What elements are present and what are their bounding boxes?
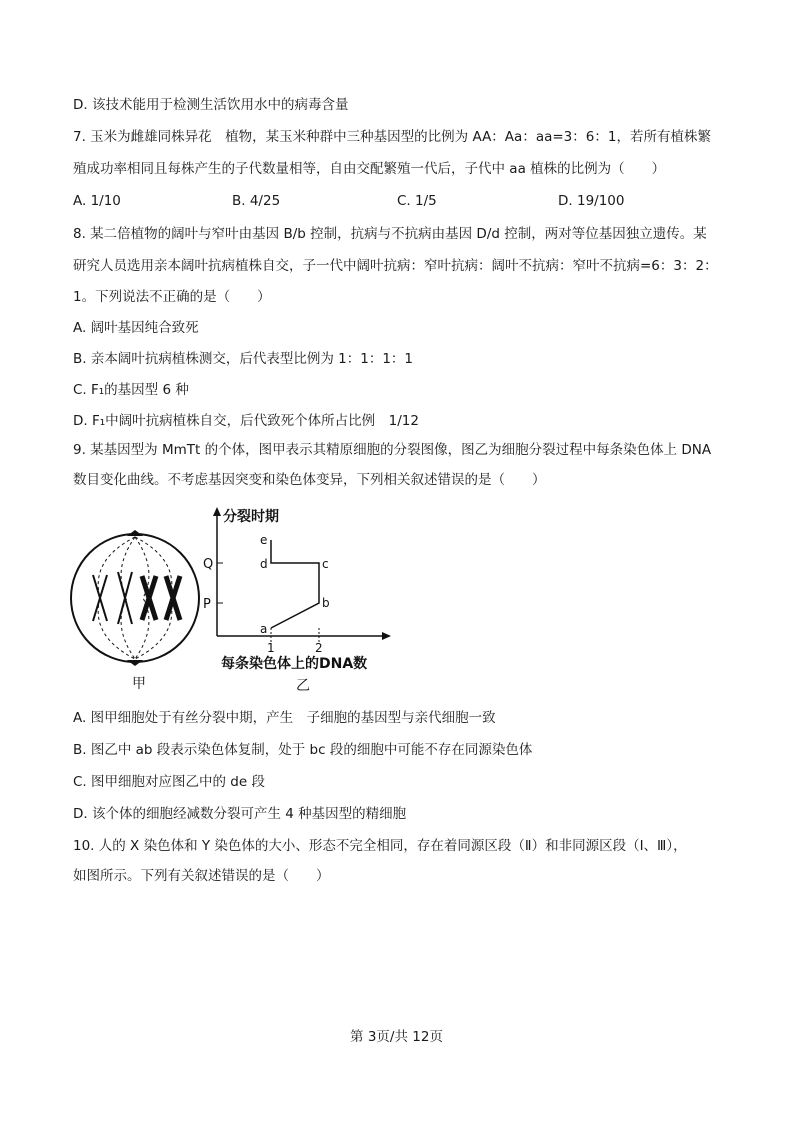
point-c: c [322, 557, 329, 571]
page-footer: 第 3页/共 12页 [350, 1029, 443, 1045]
figure-yi-label: 乙 [296, 678, 310, 694]
q7-option-b: B. 4/25 [232, 193, 281, 209]
q7-stem-line2: 殖成功率相同且每株产生的子代数量相等，自由交配繁殖一代后，子代中 aa 植株的比例为（ ） [73, 161, 666, 177]
point-e: e [260, 533, 268, 547]
q8-stem-line2: 研究人员选用亲本阔叶抗病植株自交，子一代中阔叶抗病：窄叶抗病：阔叶不抗病：窄叶不抗病=6：3：2： [73, 258, 718, 274]
q9-option-d: D. 该个体的细胞经减数分裂可产生 4 种基因型的精细胞 [73, 806, 407, 822]
q8-stem-line1: 8. 某二倍植物的阔叶与窄叶由基因 B/b 控制，抗病与不抗病由基因 D/d 控制，两对等位基因独立遗传。某 [73, 226, 707, 242]
q9-option-a: A. 图甲细胞处于有丝分裂中期，产生 子细胞的基因型与亲代细胞一致 [73, 710, 496, 726]
x-tick-2: 2 [315, 641, 323, 655]
q8-option-d: D. F₁中阔叶抗病植株自交，后代致死个体所占比例 1/12 [73, 413, 419, 429]
q8-option-c: C. F₁的基因型 6 种 [73, 382, 189, 398]
x-tick-1: 1 [267, 641, 275, 655]
q7-option-d: D. 19/100 [558, 193, 625, 209]
q9-stem-line2: 数目变化曲线。不考虑基因突变和染色体变异，下列相关叙述错误的是（ ） [73, 472, 546, 488]
q9-stem-line1: 9. 某基因型为 MmTt 的个体，图甲表示其精原细胞的分裂图像，图乙为细胞分裂过程中每条染色体上 DNA [73, 442, 712, 458]
q7-option-a: A. 1/10 [73, 193, 121, 209]
figure-jia-label: 甲 [132, 676, 146, 692]
dna-curve [271, 540, 319, 628]
q7-option-c: C. 1/5 [397, 193, 437, 209]
chart-yi [203, 507, 391, 694]
q10-stem-line2: 如图所示。下列有关叙述错误的是（ ） [73, 868, 330, 884]
q7-stem-line1: 7. 玉米为雌雄同株异花 植物，某玉米种群中三种基因型的比例为 AA：Aa：aa=3：6：1，若所有植株繁 [73, 129, 711, 145]
x-axis-arrow-icon [382, 632, 391, 640]
y-tick-P: P [203, 597, 211, 612]
point-a: a [260, 622, 268, 636]
q8-stem-line3: 1。下列说法不正确的是（ ） [73, 289, 271, 305]
q10-stem-line1: 10. 人的 X 染色体和 Y 染色体的大小、形态不完全相同，存在着同源区段（Ⅱ）和非同源区段（Ⅰ、Ⅲ）， [73, 838, 687, 854]
cell-diagram-jia [71, 530, 199, 692]
point-d: d [260, 557, 268, 571]
q8-option-a: A. 阔叶基因纯合致死 [73, 320, 199, 336]
q9-figure [60, 500, 400, 700]
y-axis-title: 分裂时期 [223, 509, 279, 525]
q8-option-b: B. 亲本阔叶抗病植株测交，后代表型比例为 1：1：1：1 [73, 351, 413, 367]
q9-option-c: C. 图甲细胞对应图乙中的 de 段 [73, 774, 265, 790]
q9-option-b: B. 图乙中 ab 段表示染色体复制，处于 bc 段的细胞中可能不存在同源染色体 [73, 742, 533, 758]
q6-option-d: D. 该技术能用于检测生活饮用水中的病毒含量 [73, 97, 349, 113]
x-axis-title: 每条染色体上的DNA数 [221, 656, 368, 672]
y-tick-Q: Q [203, 557, 214, 572]
point-b: b [322, 596, 330, 610]
y-axis-arrow-icon [213, 507, 221, 516]
